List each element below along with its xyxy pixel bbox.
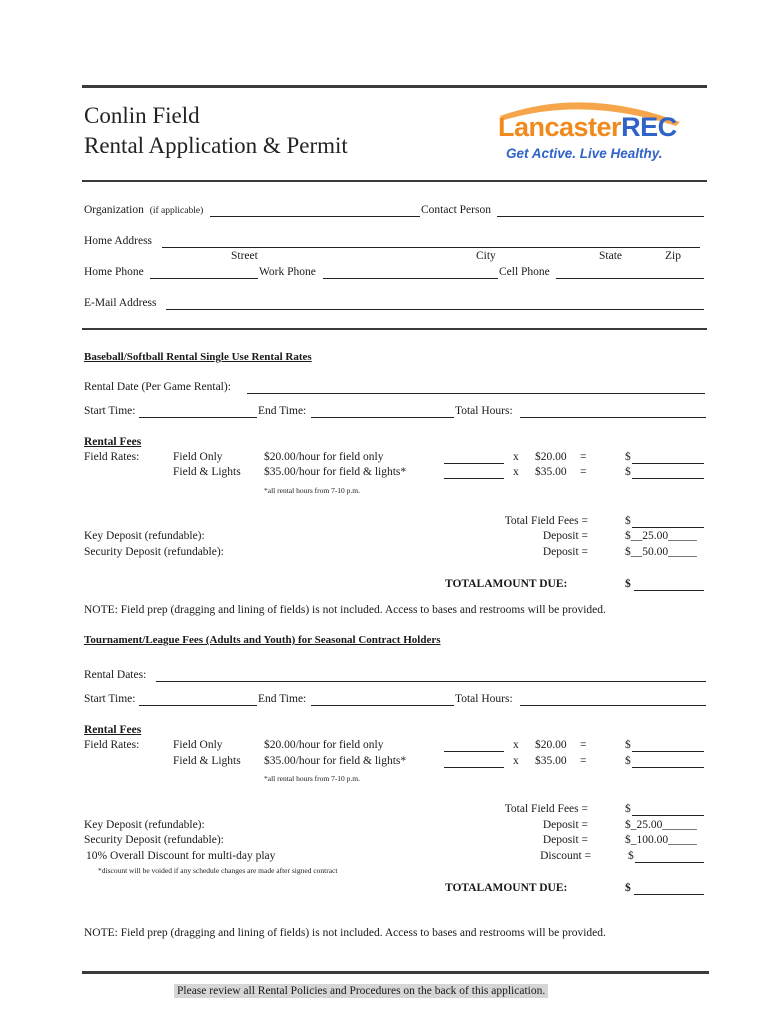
tour-x-only: x (513, 739, 519, 751)
tour-amt-only: $20.00 (535, 739, 567, 751)
single-security-deposit-label: Security Deposit (refundable): (84, 546, 224, 558)
work-phone-label: Work Phone (259, 266, 316, 278)
single-key-deposit-label: Key Deposit (refundable): (84, 530, 205, 542)
tour-eq-lights: = (580, 755, 587, 767)
single-start-time-field[interactable] (139, 417, 257, 418)
lancaster-rec-logo (494, 92, 694, 170)
tour-total-due-label: TOTALAMOUNT DUE: (445, 882, 568, 894)
contact-person-label: Contact Person (421, 204, 491, 216)
tour-security-amount: $_100.00_____ (625, 834, 697, 846)
page-title-line2: Rental Application & Permit (84, 133, 348, 158)
state-label: State (599, 250, 622, 262)
tour-discount-line: 10% Overall Discount for multi-day play (86, 850, 276, 862)
single-x-lights: x (513, 466, 519, 478)
single-total-hours-field[interactable] (520, 417, 706, 418)
single-subtotal-only-field[interactable] (632, 463, 704, 464)
single-eq-lights: = (580, 466, 587, 478)
single-field-lights-label: Field & Lights (173, 466, 241, 478)
tour-key-amount: $_25.00______ (625, 819, 697, 831)
tour-note: NOTE: Field prep (dragging and lining of fields) is not included. Access to bases and restrooms will be provided. (84, 927, 606, 939)
single-total-due-field[interactable] (634, 590, 704, 591)
page-title-line1: Conlin Field (84, 103, 200, 128)
tour-hours-lights-field[interactable] (444, 767, 504, 768)
single-fees-heading: Rental Fees (84, 436, 142, 448)
tour-dollar-discount: $ (628, 850, 634, 862)
tour-total-due-field[interactable] (634, 894, 704, 895)
organization-field[interactable] (210, 216, 420, 217)
single-rate-only: $20.00/hour for field only (264, 451, 384, 463)
single-security-amount: $__50.00_____ (625, 546, 697, 558)
tour-amt-lights: $35.00 (535, 755, 567, 767)
rental-dates-field[interactable] (156, 681, 706, 682)
tour-rate-lights: $35.00/hour for field & lights* (264, 755, 407, 767)
single-hours-only-field[interactable] (444, 463, 504, 464)
tour-discount-field[interactable] (635, 862, 704, 863)
street-label: Street (231, 250, 258, 262)
single-dollar-total-fees: $ (625, 515, 631, 527)
single-dollar-only: $ (625, 451, 631, 463)
logo-wordmark (498, 112, 677, 143)
single-end-time-field[interactable] (311, 417, 454, 418)
tour-start-time-label: Start Time: (84, 693, 136, 705)
single-hours-lights-field[interactable] (444, 478, 504, 479)
tour-security-deposit-label: Security Deposit (refundable): (84, 834, 224, 846)
home-phone-field[interactable] (150, 278, 258, 279)
footer-note: Please review all Rental Policies and Procedures on the back of this application. (174, 984, 548, 998)
tour-total-hours-field[interactable] (520, 705, 706, 706)
single-rate-lights: $35.00/hour for field & lights* (264, 466, 407, 478)
tour-total-hours-label: Total Hours: (455, 693, 513, 705)
single-amt-only: $20.00 (535, 451, 567, 463)
logo-brand-left: Lancaster (498, 112, 622, 142)
contact-rule (82, 328, 707, 330)
email-field[interactable] (166, 309, 704, 310)
tour-hours-only-field[interactable] (444, 751, 504, 752)
single-x-only: x (513, 451, 519, 463)
rental-date-label: Rental Date (Per Game Rental): (84, 381, 231, 393)
tour-start-time-field[interactable] (139, 705, 257, 706)
tour-eq-only: = (580, 739, 587, 751)
tour-subtotal-lights-field[interactable] (632, 767, 704, 768)
single-security-deposit-eq: Deposit = (542, 546, 588, 558)
tour-rate-only: $20.00/hour for field only (264, 739, 384, 751)
logo-brand-right: REC (621, 112, 677, 142)
rental-date-field[interactable] (247, 393, 705, 394)
single-use-heading: Baseball/Softball Rental Single Use Rental Rates (84, 351, 312, 363)
single-end-time-label: End Time: (258, 405, 307, 417)
single-note: NOTE: Field prep (dragging and lining of fields) is not included. Access to bases and restrooms will be provided. (84, 604, 606, 616)
tour-dollar-lights: $ (625, 755, 631, 767)
home-address-field[interactable] (162, 247, 700, 248)
tournament-heading: Tournament/League Fees (Adults and Youth) for Seasonal Contract Holders (84, 634, 441, 646)
work-phone-field[interactable] (323, 278, 498, 279)
if-applicable-text: (if applicable) (149, 206, 204, 216)
single-eq-only: = (580, 451, 587, 463)
single-key-deposit-eq: Deposit = (542, 530, 588, 542)
tour-field-rates-label: Field Rates: (84, 739, 140, 751)
single-dollar-total-due: $ (625, 578, 631, 590)
single-subtotal-lights-field[interactable] (632, 478, 704, 479)
email-label: E-Mail Address (84, 297, 157, 309)
header-rule (82, 180, 707, 182)
organization-text: Organization (84, 204, 144, 216)
home-address-label: Home Address (84, 235, 153, 247)
tour-footnote: *all rental hours from 7-10 p.m. (264, 774, 361, 783)
zip-label: Zip (665, 250, 681, 262)
single-total-field-fees-label: Total Field Fees = (504, 515, 588, 527)
tour-field-lights-label: Field & Lights (173, 755, 241, 767)
tour-end-time-label: End Time: (258, 693, 307, 705)
tour-total-fees-field[interactable] (632, 815, 704, 816)
home-phone-label: Home Phone (84, 266, 144, 278)
tour-fees-heading: Rental Fees (84, 724, 142, 736)
single-total-fees-field[interactable] (632, 527, 704, 528)
tour-dollar-only: $ (625, 739, 631, 751)
organization-label (84, 204, 203, 216)
single-total-due-label: TOTALAMOUNT DUE: (445, 578, 568, 590)
tour-discount-eq: Discount = (540, 850, 591, 862)
top-rule (82, 85, 707, 88)
tour-x-lights: x (513, 755, 519, 767)
single-total-hours-label: Total Hours: (455, 405, 513, 417)
tour-subtotal-only-field[interactable] (632, 751, 704, 752)
single-field-rates-label: Field Rates: (84, 451, 140, 463)
contact-person-field[interactable] (497, 216, 704, 217)
logo-tagline: Get Active. Live Healthy. (506, 146, 663, 161)
tour-key-deposit-eq: Deposit = (542, 819, 588, 831)
tour-total-field-fees-label: Total Field Fees = (504, 803, 588, 815)
tour-dollar-total-fees: $ (625, 803, 631, 815)
tour-key-deposit-label: Key Deposit (refundable): (84, 819, 205, 831)
single-field-only-label: Field Only (173, 451, 223, 463)
cell-phone-label: Cell Phone (499, 266, 550, 278)
single-footnote: *all rental hours from 7-10 p.m. (264, 486, 361, 495)
single-key-amount: $__25.00_____ (625, 530, 697, 542)
single-start-time-label: Start Time: (84, 405, 136, 417)
tour-dollar-total-due: $ (625, 882, 631, 894)
footer-rule (82, 971, 709, 974)
single-dollar-lights: $ (625, 466, 631, 478)
tour-field-only-label: Field Only (173, 739, 223, 751)
single-amt-lights: $35.00 (535, 466, 567, 478)
rental-dates-label: Rental Dates: (84, 669, 147, 681)
city-label: City (476, 250, 496, 262)
tour-discount-note: *discount will be voided if any schedule changes are made after signed contract (98, 866, 338, 875)
tour-security-deposit-eq: Deposit = (542, 834, 588, 846)
tour-end-time-field[interactable] (311, 705, 454, 706)
cell-phone-field[interactable] (556, 278, 704, 279)
